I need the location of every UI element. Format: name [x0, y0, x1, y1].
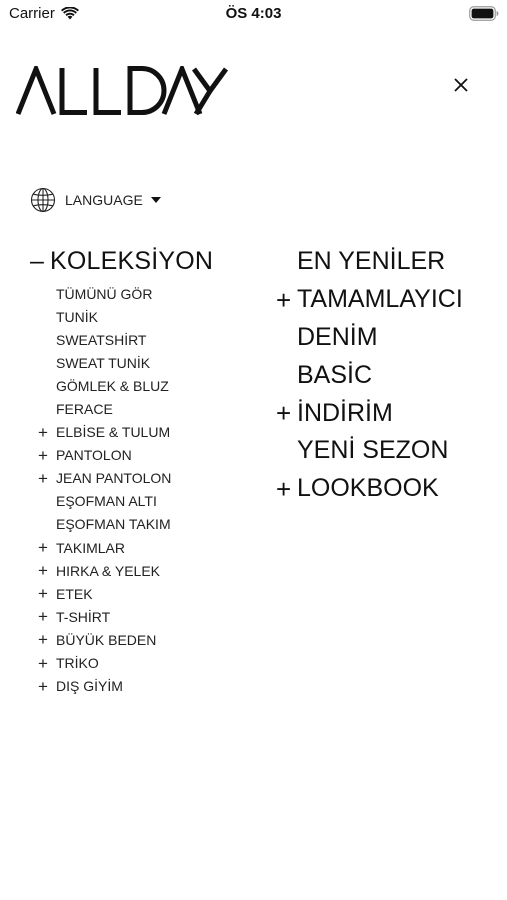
- submenu-item-label: BÜYÜK BEDEN: [56, 631, 157, 648]
- submenu-item-label: TÜMÜNÜ GÖR: [56, 285, 153, 302]
- menu-item-label: YENİ SEZON: [297, 436, 449, 465]
- submenu-item-label: T-SHİRT: [56, 608, 111, 625]
- submenu-item-label: FERACE: [56, 401, 113, 418]
- submenu-item-label: JEAN PANTOLON: [56, 470, 172, 487]
- menu-item-label: İNDİRİM: [297, 398, 393, 427]
- submenu-item[interactable]: [30, 536, 270, 559]
- submenu-item[interactable]: [30, 605, 270, 628]
- submenu-item[interactable]: [30, 397, 270, 420]
- menu-item-en-yeniler[interactable]: [276, 243, 504, 281]
- menu-item-koleksiyon[interactable]: [30, 244, 270, 278]
- expand-icon: +: [38, 422, 48, 442]
- expand-icon: +: [38, 653, 48, 673]
- caret-down-icon: [151, 197, 161, 203]
- expand-icon: +: [38, 445, 48, 465]
- expand-icon: +: [38, 468, 48, 488]
- status-time: ÖS 4:03: [225, 5, 282, 22]
- submenu-item-label: SWEAT TUNİK: [56, 354, 151, 371]
- submenu-item-label: TUNİK: [56, 308, 98, 325]
- submenu-item-label: HIRKA & YELEK: [56, 562, 161, 579]
- submenu-item[interactable]: [30, 490, 270, 513]
- expand-icon: +: [276, 284, 292, 315]
- expand-icon: +: [38, 584, 48, 604]
- menu-item-yeni-sezon[interactable]: [276, 432, 504, 470]
- expand-icon: +: [276, 398, 292, 429]
- submenu-item-label: EŞOFMAN ALTI: [56, 493, 157, 510]
- expand-icon: +: [38, 676, 48, 696]
- expand-icon: +: [38, 630, 48, 650]
- menu-item-label: LOOKBOOK: [297, 474, 439, 503]
- expand-icon: +: [276, 473, 292, 504]
- menu-item-label: BASİC: [297, 360, 373, 389]
- close-icon: [454, 78, 468, 92]
- submenu-item[interactable]: [30, 328, 270, 351]
- expand-icon: +: [38, 607, 48, 627]
- expand-icon: +: [38, 561, 48, 581]
- submenu-item[interactable]: [30, 467, 270, 490]
- submenu-item[interactable]: [30, 652, 270, 675]
- menu-item-denim[interactable]: [276, 319, 504, 357]
- menu-item-label: KOLEKSİYON: [50, 246, 214, 275]
- globe-icon: [30, 187, 56, 213]
- submenu-item-label: ELBİSE & TULUM: [56, 424, 171, 441]
- submenu-item[interactable]: [30, 351, 270, 374]
- submenu-item[interactable]: [30, 374, 270, 397]
- submenu-item[interactable]: [30, 513, 270, 536]
- submenu-item[interactable]: [30, 305, 270, 328]
- menu-item-label: DENİM: [297, 322, 378, 351]
- allday-logo[interactable]: [16, 66, 229, 116]
- language-label: LANGUAGE: [65, 192, 143, 208]
- language-selector[interactable]: [30, 187, 161, 213]
- submenu-item-label: PANTOLON: [56, 447, 132, 464]
- submenu-item-label: EŞOFMAN TAKIM: [56, 516, 171, 533]
- submenu-item-label: TRİKO: [56, 655, 99, 672]
- menu-item-basic[interactable]: [276, 356, 504, 394]
- submenu-item-label: TAKIMLAR: [56, 539, 125, 556]
- collection-submenu: [30, 282, 270, 698]
- submenu-item[interactable]: [30, 675, 270, 698]
- battery-icon: [469, 6, 499, 21]
- menu-item-label: TAMAMLAYICI: [297, 285, 463, 314]
- collection-menu: [30, 244, 270, 698]
- status-bar: [0, 0, 507, 28]
- submenu-item-label: ETEK: [56, 585, 93, 602]
- carrier-label: Carrier: [9, 5, 55, 22]
- submenu-item-label: GÖMLEK & BLUZ: [56, 377, 169, 394]
- submenu-item[interactable]: [30, 628, 270, 651]
- submenu-item-label: SWEATSHİRT: [56, 331, 147, 348]
- submenu-item[interactable]: [30, 582, 270, 605]
- menu-item-label: EN YENİLER: [297, 247, 446, 276]
- menu-item-tamamlayici[interactable]: [276, 281, 504, 319]
- submenu-item-label: DIŞ GİYİM: [56, 678, 123, 695]
- close-button[interactable]: [446, 70, 476, 100]
- submenu-item[interactable]: [30, 444, 270, 467]
- submenu-item[interactable]: [30, 559, 270, 582]
- main-menu: [276, 243, 504, 508]
- collapse-icon: –: [30, 246, 45, 275]
- menu-item-lookbook[interactable]: [276, 470, 504, 508]
- expand-icon: +: [38, 538, 48, 558]
- submenu-item[interactable]: [30, 282, 270, 305]
- menu-item-indirim[interactable]: [276, 394, 504, 432]
- submenu-item[interactable]: [30, 421, 270, 444]
